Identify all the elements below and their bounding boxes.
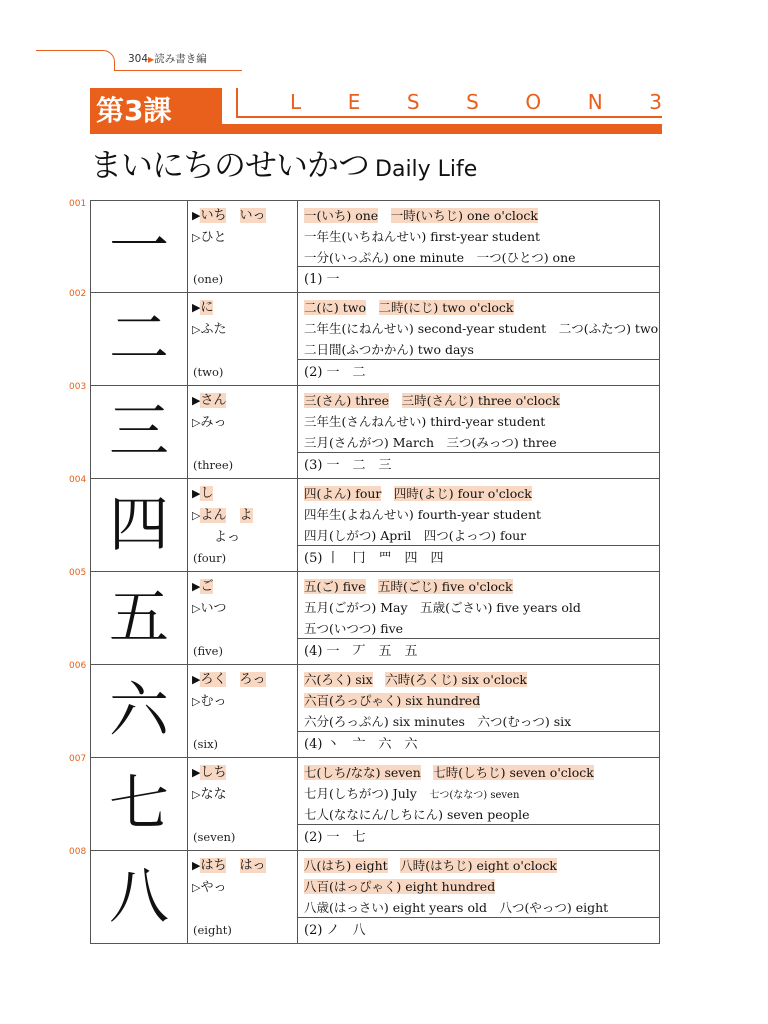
- on-reading-text: し: [200, 486, 214, 501]
- kun-reading-text: ひと: [200, 230, 227, 245]
- title-en: Daily Life: [375, 157, 478, 182]
- kanji-character: 四: [109, 490, 169, 560]
- example-text: [421, 765, 434, 780]
- kanji-character: 七: [109, 769, 169, 839]
- stroke-order: (2) ノ 八: [298, 917, 659, 943]
- example-lines: [298, 201, 659, 266]
- example-text: 一時(いちじ) one o'clock: [390, 208, 538, 223]
- example-lines: [298, 572, 659, 637]
- kun-reading-text: よん: [200, 508, 227, 523]
- example-text: 一(いち) one: [304, 208, 379, 223]
- on-reading-text: いち: [200, 208, 227, 223]
- example-line: [304, 618, 659, 639]
- filled-triangle-icon: ▶: [192, 209, 201, 222]
- readings: [187, 201, 297, 292]
- stroke-order: (5) 丨 冂 罒 四 四: [298, 545, 659, 571]
- example-line: [304, 226, 659, 247]
- on-reading: [192, 855, 297, 877]
- example-line: [304, 504, 659, 525]
- example-text: 二年生(にねんせい) second-year student: [304, 321, 547, 336]
- on-reading: [192, 297, 297, 319]
- example-text: 八百(はっぴゃく) eight hundred: [304, 879, 496, 894]
- example-line: [304, 690, 659, 711]
- kanji-row: [69, 475, 660, 572]
- entry-number: 005: [69, 568, 87, 578]
- kun-reading-text: むっ: [200, 694, 227, 709]
- stroke-order: (2) 一 二: [298, 359, 659, 385]
- page-number: 304: [128, 53, 149, 65]
- kanji-row: [69, 661, 660, 758]
- lesson-letter: S: [406, 90, 420, 114]
- lesson-letter: N: [587, 90, 603, 114]
- example-text: 四月(しがつ) April: [304, 528, 412, 543]
- kanji-row: [69, 847, 660, 944]
- example-lines: [298, 386, 659, 451]
- examples: [297, 386, 659, 478]
- lesson-letter: S: [466, 90, 479, 114]
- readings: [187, 386, 297, 478]
- example-text: 六つ(むっつ) six: [477, 714, 572, 729]
- example-text: 四(よん) four: [304, 486, 382, 501]
- example-text: 六百(ろっぴゃく) six hundred: [304, 693, 481, 708]
- kanji-row: [69, 754, 660, 851]
- on-reading: [192, 576, 297, 598]
- example-text: 二時(にじ) two o'clock: [378, 300, 514, 315]
- example-text: [465, 714, 478, 729]
- meaning: (four): [193, 551, 227, 565]
- on-reading: [192, 483, 297, 505]
- page-header: [36, 45, 206, 71]
- example-line: [304, 876, 659, 897]
- kanji-character: 三: [109, 397, 169, 467]
- lesson-letter: E: [347, 90, 361, 114]
- filled-triangle-icon: ▶: [192, 301, 201, 314]
- on-reading-text: ろく: [200, 672, 227, 687]
- meaning: (eight): [193, 923, 232, 937]
- kun-reading: [192, 877, 297, 899]
- outline-triangle-icon: ▷: [192, 416, 201, 429]
- outline-triangle-icon: ▷: [192, 695, 201, 708]
- example-text: 五時(ごじ) five o'clock: [378, 579, 513, 594]
- filled-triangle-icon: ▶: [192, 859, 201, 872]
- entry-number: 004: [69, 475, 87, 485]
- outline-triangle-icon: ▷: [192, 788, 201, 801]
- stroke-order: (1) 一: [298, 266, 659, 292]
- kanji-row: [69, 289, 660, 386]
- meaning: (one): [193, 272, 224, 286]
- kun-reading-text: よっ: [214, 530, 241, 545]
- kanji-character: 六: [109, 676, 169, 746]
- example-line: [304, 669, 659, 690]
- outline-triangle-icon: ▷: [192, 602, 201, 615]
- example-line: [304, 855, 659, 876]
- example-line: [304, 432, 659, 453]
- example-text: [408, 600, 421, 615]
- example-line: [304, 762, 659, 783]
- example-text: 三(さん) three: [304, 393, 390, 408]
- example-line: [304, 804, 659, 825]
- filled-triangle-icon: ▶: [192, 673, 201, 686]
- example-text: 五歳(ごさい) five years old: [420, 600, 581, 615]
- example-text: [381, 486, 394, 501]
- example-text: [546, 321, 559, 336]
- page-title: [90, 140, 477, 186]
- on-reading-text: はち: [200, 858, 227, 873]
- stroke-order: (2) 一 七: [298, 824, 659, 850]
- example-text: 六分(ろっぷん) six minutes: [304, 714, 465, 729]
- lesson-word: [290, 90, 662, 114]
- on-reading-text: ご: [200, 579, 214, 594]
- example-text: [434, 435, 447, 450]
- examples: [297, 479, 659, 571]
- lesson-letter: L: [290, 90, 302, 114]
- outline-triangle-icon: ▷: [192, 323, 201, 336]
- stroke-order: (4) 一 丆 五 五: [298, 638, 659, 664]
- example-lines: [298, 758, 659, 823]
- kanji-character: 八: [109, 862, 169, 932]
- kun-reading-text: ふた: [200, 322, 227, 337]
- example-text: 五つ(いつつ) five: [304, 621, 404, 636]
- example-text: [378, 208, 391, 223]
- example-text: 一つ(ひとつ) one: [476, 250, 576, 265]
- example-text: 四つ(よっつ) four: [423, 528, 527, 543]
- triangle-right-icon: ▶: [148, 55, 155, 64]
- on-reading: [192, 762, 297, 784]
- example-text: 七(しち/なな) seven: [304, 765, 421, 780]
- on-reading-text: に: [200, 300, 214, 315]
- kun-reading: [192, 505, 297, 527]
- filled-triangle-icon: ▶: [192, 394, 201, 407]
- entry-number: 003: [69, 382, 87, 392]
- kun-reading: [192, 227, 297, 249]
- kanji-character: 一: [109, 211, 169, 282]
- kun-reading-text: みっ: [200, 415, 227, 430]
- example-text: 二つ(ふたつ) two: [558, 321, 659, 336]
- example-text: [366, 579, 379, 594]
- on-reading-text: ろっ: [239, 672, 266, 687]
- example-text: 六時(ろくじ) six o'clock: [385, 672, 527, 687]
- outline-triangle-icon: ▷: [192, 231, 201, 244]
- kanji-row: [69, 199, 660, 293]
- example-line: [304, 390, 659, 411]
- example-line: [304, 205, 659, 226]
- example-line: [304, 339, 659, 360]
- on-reading: [192, 669, 297, 691]
- on-reading: [192, 390, 297, 412]
- example-text: 七月(しちがつ) July: [304, 786, 417, 801]
- examples: [297, 572, 659, 664]
- outline-triangle-icon: ▷: [192, 509, 201, 522]
- example-text: 二日間(ふつかかん) two days: [304, 342, 474, 357]
- example-text: [487, 900, 500, 915]
- on-reading-text: しち: [200, 765, 227, 780]
- meaning: (six): [193, 737, 219, 751]
- on-reading-text: はっ: [239, 858, 266, 873]
- lesson-letter: O: [525, 90, 542, 114]
- example-text: 五月(ごがつ) May: [304, 600, 408, 615]
- kun-reading: [192, 784, 297, 806]
- example-text: 三年生(さんねんせい) third-year student: [304, 414, 546, 429]
- examples: [297, 758, 659, 850]
- header-rule-curve: [92, 50, 115, 71]
- stroke-order: (3) 一 二 三: [298, 452, 659, 478]
- kun-reading-text: なな: [200, 787, 227, 802]
- example-lines: [298, 665, 659, 730]
- example-line: [304, 318, 659, 339]
- entry-number: 007: [69, 754, 87, 764]
- example-text: 六(ろく) six: [304, 672, 373, 687]
- kanji-character: 五: [109, 583, 169, 653]
- example-line: [304, 483, 659, 504]
- kun-reading: [192, 319, 297, 341]
- section-name: 読み書き編: [154, 53, 207, 65]
- readings: [187, 479, 297, 571]
- example-line: [304, 247, 659, 268]
- example-text: 五(ご) five: [304, 579, 366, 594]
- kanji-row: [69, 382, 660, 479]
- readings: [187, 851, 297, 943]
- examples: [297, 665, 659, 757]
- example-text: 四時(よじ) four o'clock: [393, 486, 532, 501]
- kun-reading-text: いつ: [200, 601, 227, 616]
- example-text: 七時(しちじ) seven o'clock: [433, 765, 594, 780]
- meaning: (three): [193, 458, 234, 472]
- header-rule: [36, 50, 92, 51]
- lesson-letter: 3: [649, 90, 662, 114]
- example-lines: [298, 293, 659, 358]
- kanji-table: [69, 199, 660, 944]
- kun-reading: [192, 412, 297, 434]
- filled-triangle-icon: ▶: [192, 487, 201, 500]
- page-label: [128, 51, 207, 66]
- title-jp: まいにちのせいかつ: [90, 146, 370, 184]
- example-line: [304, 711, 659, 732]
- examples: [297, 201, 659, 292]
- example-text: 二(に) two: [304, 300, 366, 315]
- example-line: [304, 783, 659, 804]
- readings: [187, 572, 297, 664]
- examples: [297, 851, 659, 943]
- example-text: 八時(はちじ) eight o'clock: [400, 858, 557, 873]
- example-text: 三つ(みっつ) three: [446, 435, 557, 450]
- lesson-step-rule: [222, 88, 238, 116]
- example-text: [389, 393, 402, 408]
- example-line: [304, 897, 659, 918]
- example-text: [417, 786, 430, 801]
- kun-reading: [192, 598, 297, 620]
- examples: [297, 293, 659, 385]
- example-lines: [298, 851, 659, 916]
- example-line: [304, 525, 659, 546]
- example-lines: [298, 479, 659, 544]
- example-line: [304, 297, 659, 318]
- kun-reading-text: やっ: [200, 880, 227, 895]
- stroke-order: (4) 丶 亠 六 六: [298, 731, 659, 757]
- example-text: [464, 250, 477, 265]
- kanji-character: 二: [109, 304, 169, 374]
- example-line: [304, 597, 659, 618]
- example-text: 一年生(いちねんせい) first-year student: [304, 229, 541, 244]
- filled-triangle-icon: ▶: [192, 766, 201, 779]
- example-text: 三時(さんじ) three o'clock: [401, 393, 560, 408]
- example-text: 八歳(はっさい) eight years old: [304, 900, 487, 915]
- on-reading-text: さん: [200, 393, 227, 408]
- kun-reading-extra: [192, 527, 297, 549]
- example-text: 七人(ななにん/しちにん) seven people: [304, 807, 530, 822]
- example-text: 八つ(やっつ) eight: [499, 900, 609, 915]
- entry-number: 002: [69, 289, 87, 299]
- meaning: (five): [193, 644, 223, 658]
- kun-reading: [192, 691, 297, 713]
- readings: [187, 665, 297, 757]
- lesson-header: [90, 88, 662, 138]
- kun-reading-text: よ: [239, 508, 253, 523]
- readings: [187, 758, 297, 850]
- on-reading-text: いっ: [239, 208, 266, 223]
- entry-number: 001: [69, 199, 87, 209]
- lesson-number: 第3課: [90, 88, 222, 134]
- example-text: 一分(いっぷん) one minute: [304, 250, 465, 265]
- example-text: [373, 672, 386, 687]
- header-rule-bottom: [114, 70, 242, 71]
- outline-triangle-icon: ▷: [192, 881, 201, 894]
- example-text: [366, 300, 379, 315]
- lesson-rule: [236, 116, 662, 118]
- example-text: 四年生(よねんせい) fourth-year student: [304, 507, 542, 522]
- example-text: 三月(さんがつ) March: [304, 435, 435, 450]
- kanji-row: [69, 568, 660, 665]
- readings: [187, 293, 297, 385]
- example-line: [304, 576, 659, 597]
- filled-triangle-icon: ▶: [192, 580, 201, 593]
- entry-number: 006: [69, 661, 87, 671]
- example-text: 八(はち) eight: [304, 858, 388, 873]
- entry-number: 008: [69, 847, 87, 857]
- meaning: (two): [193, 365, 224, 379]
- example-line: [304, 411, 659, 432]
- on-reading: [192, 205, 297, 227]
- example-text: [388, 858, 401, 873]
- example-text: 七つ(ななつ) seven: [429, 790, 520, 801]
- meaning: (seven): [193, 830, 236, 844]
- example-text: [411, 528, 424, 543]
